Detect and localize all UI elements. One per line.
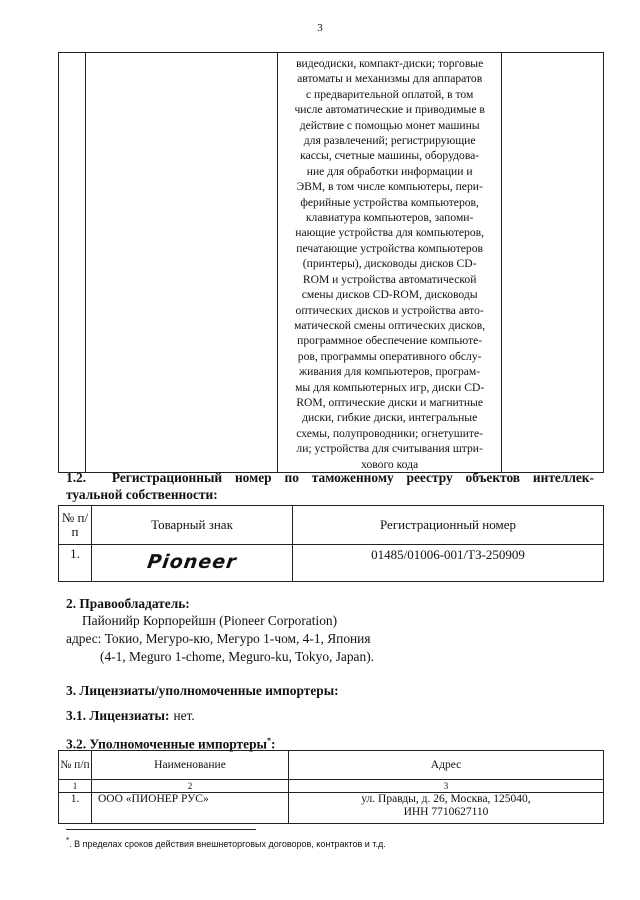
- table-row: [59, 545, 604, 582]
- goods-line: кассы, счетные машины, оборудова-: [300, 149, 480, 163]
- footnote-mark: *: [66, 836, 70, 845]
- trademark-table: [58, 505, 604, 582]
- section-3-1: [66, 707, 195, 725]
- footnote-text: . В пределах сроков действия внешнеторговых договоров, контрактов и т.д.: [69, 839, 386, 849]
- importers-table: [58, 750, 604, 824]
- rightholder-address: адрес: Токио, Мегуро-кю, Мегуро 1-чом, 4-1, Япония: [66, 631, 371, 646]
- importer-name: ООО «ПИОНЕР РУС»: [92, 793, 289, 824]
- goods-line: числе автоматические и приводимые в: [294, 103, 485, 117]
- section-3-2-colon: :: [270, 736, 276, 752]
- goods-line: смены дисков CD-ROM, дисководы: [301, 288, 478, 302]
- page-number: 3: [317, 22, 323, 34]
- importer-address: [289, 793, 604, 824]
- goods-class-cell: [85, 53, 277, 473]
- section-3-1-value: нет.: [173, 708, 195, 723]
- goods-num-cell: [59, 53, 86, 473]
- goods-description-cell: [277, 53, 502, 473]
- goods-line: клавиатура компьютеров, запоми-: [305, 211, 474, 225]
- goods-line: оптических дисков и устройства авто-: [295, 303, 484, 317]
- goods-description: [278, 53, 502, 472]
- goods-line: ROM и устройства автоматической: [302, 272, 477, 286]
- goods-line: ROM, оптические диски и магнитные: [296, 395, 483, 409]
- col-name-header: Наименование: [92, 751, 289, 780]
- section-2-heading: 2. Правообладатель:: [66, 596, 190, 611]
- section-title-line1: Регистрационный номер по таможенному реестру объектов интеллек-: [111, 470, 594, 485]
- goods-line: ферийные устройства компьютеров,: [300, 195, 479, 209]
- goods-line: (принтеры), дисководы дисков CD-: [302, 257, 477, 271]
- section-3-1-title: 3.1. Лицензиаты:: [66, 708, 170, 723]
- rightholder-address-latin: (4-1, Meguro 1-chome, Meguro-ku, Tokyo, Japan).: [100, 649, 375, 664]
- section-title-line2: туальной собственности:: [66, 487, 218, 502]
- section-number: 1.2.: [66, 470, 87, 485]
- goods-line: ЭВМ, в том числе компьютеры, пери-: [296, 180, 483, 194]
- footnote: [66, 836, 386, 849]
- section-1-2-heading: [66, 469, 594, 503]
- table-index-row: [59, 780, 604, 793]
- col-addr-header: Адрес: [289, 751, 604, 780]
- goods-line: ние для обработки информации и: [306, 164, 473, 178]
- section-3-2-title: 3.2. Уполномоченные импортеры: [66, 736, 267, 752]
- goods-table: [58, 52, 604, 473]
- col-num-header: № п/п: [59, 506, 92, 545]
- goods-line: программное обеспечение компьюте-: [297, 334, 483, 348]
- goods-line: живания для компьютеров, програм-: [299, 365, 481, 379]
- footnote-mark: *: [266, 736, 271, 745]
- col-reg-header: Регистрационный номер: [293, 506, 604, 545]
- index-cell: 2: [92, 780, 289, 793]
- importer-inn: ИНН 7710627110: [403, 806, 489, 818]
- goods-line: действие с помощью монет машины: [299, 118, 480, 132]
- row-num: 1.: [59, 793, 92, 824]
- goods-line: хового кода: [361, 457, 419, 471]
- table-row: [59, 793, 604, 824]
- goods-line: видеодиски, компакт-диски; торговые: [296, 57, 484, 70]
- goods-line: мы для компьютерных игр, диски CD-: [295, 380, 485, 394]
- col-mark-header: Товарный знак: [92, 506, 293, 545]
- goods-line: матической смены оптических дисков,: [294, 318, 486, 332]
- table-header-row: [59, 506, 604, 545]
- table-header-row: [59, 751, 604, 780]
- pioneer-logo: Pioneer: [145, 551, 239, 573]
- index-cell: 1: [59, 780, 92, 793]
- footnote-divider: [66, 829, 256, 830]
- goods-line: диски, гибкие диски, интегральные: [302, 411, 478, 425]
- row-num: 1.: [59, 545, 92, 582]
- goods-extra-cell: [502, 53, 604, 473]
- trademark-cell: [92, 545, 293, 582]
- goods-line: схемы, полупроводники; огнетушите-: [296, 426, 484, 440]
- importer-address-line1: ул. Правды, д. 26, Москва, 125040,: [361, 793, 531, 805]
- goods-line: ров, программы оперативного обслу-: [297, 349, 482, 363]
- index-cell: 3: [289, 780, 604, 793]
- goods-row: [59, 53, 604, 473]
- goods-line: нающие устройства для компьютеров,: [295, 226, 485, 240]
- goods-line: для развлечений; регистрирующие: [303, 134, 476, 148]
- goods-line: ли; устройства для считывания штри-: [296, 442, 483, 456]
- col-num-header: № п/п: [59, 751, 92, 780]
- registration-number: 01485/01006-001/ТЗ-250909: [293, 545, 604, 582]
- section-3-heading: 3. Лицензиаты/уполномоченные импортеры:: [66, 683, 339, 698]
- goods-line: автоматы и механизмы для аппаратов: [297, 72, 483, 86]
- rightholder-name: Пайонийр Корпорейшн (Pioneer Corporation): [82, 613, 338, 628]
- goods-line: печатающие устройства компьютеров: [296, 241, 483, 255]
- goods-line: с предварительной оплатой, в том: [305, 87, 474, 101]
